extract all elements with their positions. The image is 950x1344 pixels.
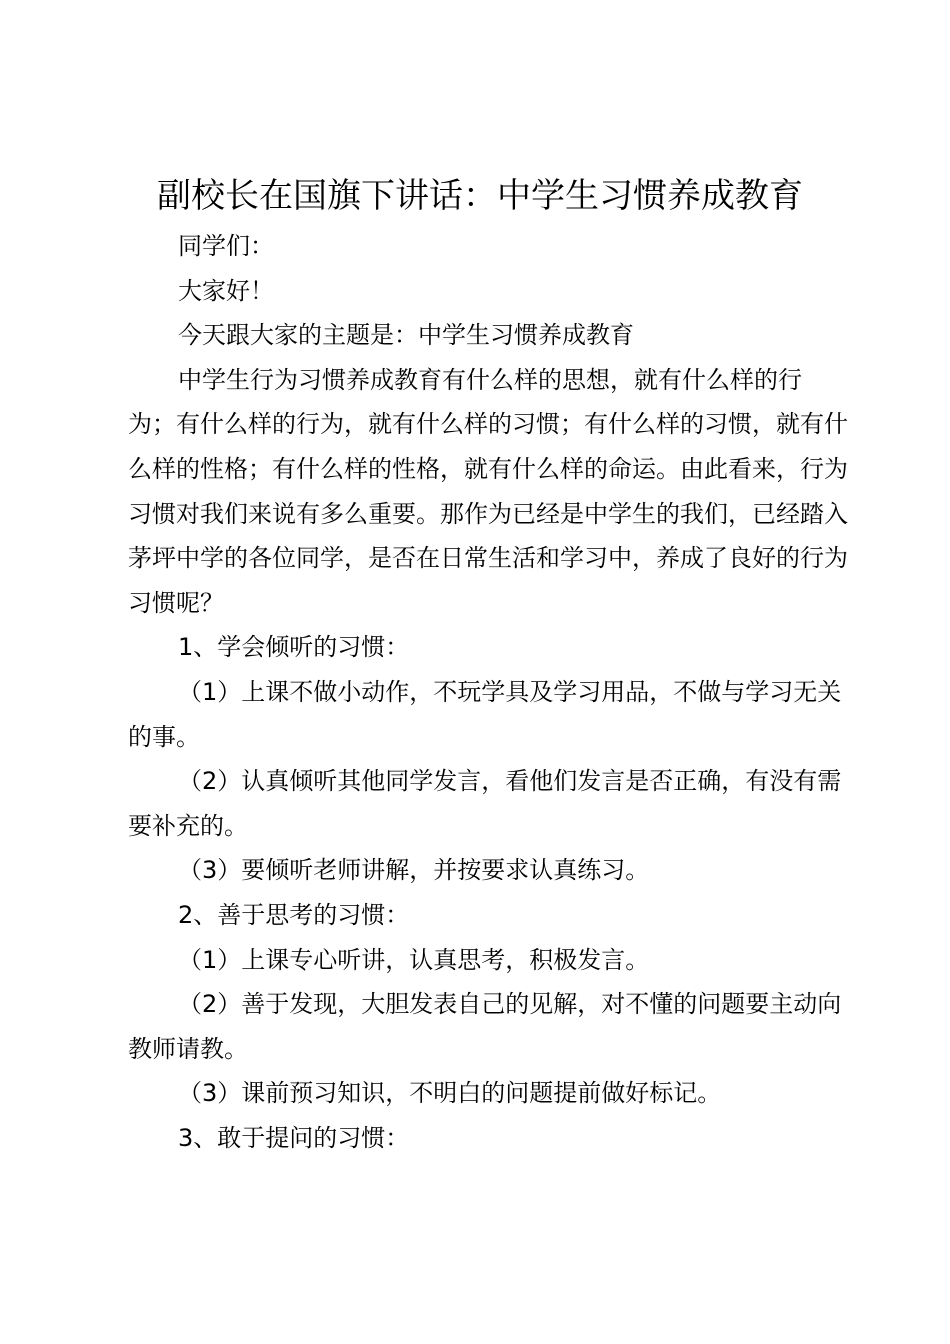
list-item-listening-2: （2）认真倾听其他同学发言，看他们发言是否正确，有没有需要补充的。 <box>128 767 842 840</box>
document-body <box>128 224 848 1160</box>
paragraph-greeting: 同学们： <box>178 232 274 260</box>
paragraph-intro: 中学生行为习惯养成教育有什么样的思想，就有什么样的行为；有什么样的行为，就有什么样的习惯；有什么样的习惯，就有什么样的性格；有什么样的性格，就有什么样的命运。由此看来，行为习惯对我们来说有多么重要。那作为已经是中学生的我们，已经踏入茅坪中学的各位同学，是否在日常生活和学习中，养成了良好的行为习惯呢？ <box>128 365 848 617</box>
list-item-thinking-3: （3）课前预习知识，不明白的问题提前做好标记。 <box>178 1079 722 1108</box>
paragraph-topic: 今天跟大家的主题是：中学生习惯养成教育 <box>178 321 634 350</box>
section-heading-listening: 1、学会倾听的习惯： <box>178 633 410 662</box>
section-heading-thinking: 2、善于思考的习惯： <box>178 900 410 929</box>
section-heading-questioning: 3、敢于提问的习惯： <box>178 1123 410 1152</box>
document-title: 副校长在国旗下讲话：中学生习惯养成教育 <box>157 176 803 216</box>
list-item-listening-3: （3）要倾听老师讲解，并按要求认真练习。 <box>178 856 650 885</box>
paragraph-hello: 大家好！ <box>178 276 274 305</box>
list-item-listening-1: （1）上课不做小动作，不玩学具及学习用品，不做与学习无关的事。 <box>128 677 842 751</box>
list-item-thinking-1: （1）上课专心听讲，认真思考，积极发言。 <box>178 945 650 974</box>
list-item-thinking-2: （2）善于发现，大胆发表自己的见解，对不懂的问题要主动向教师请教。 <box>128 990 842 1063</box>
